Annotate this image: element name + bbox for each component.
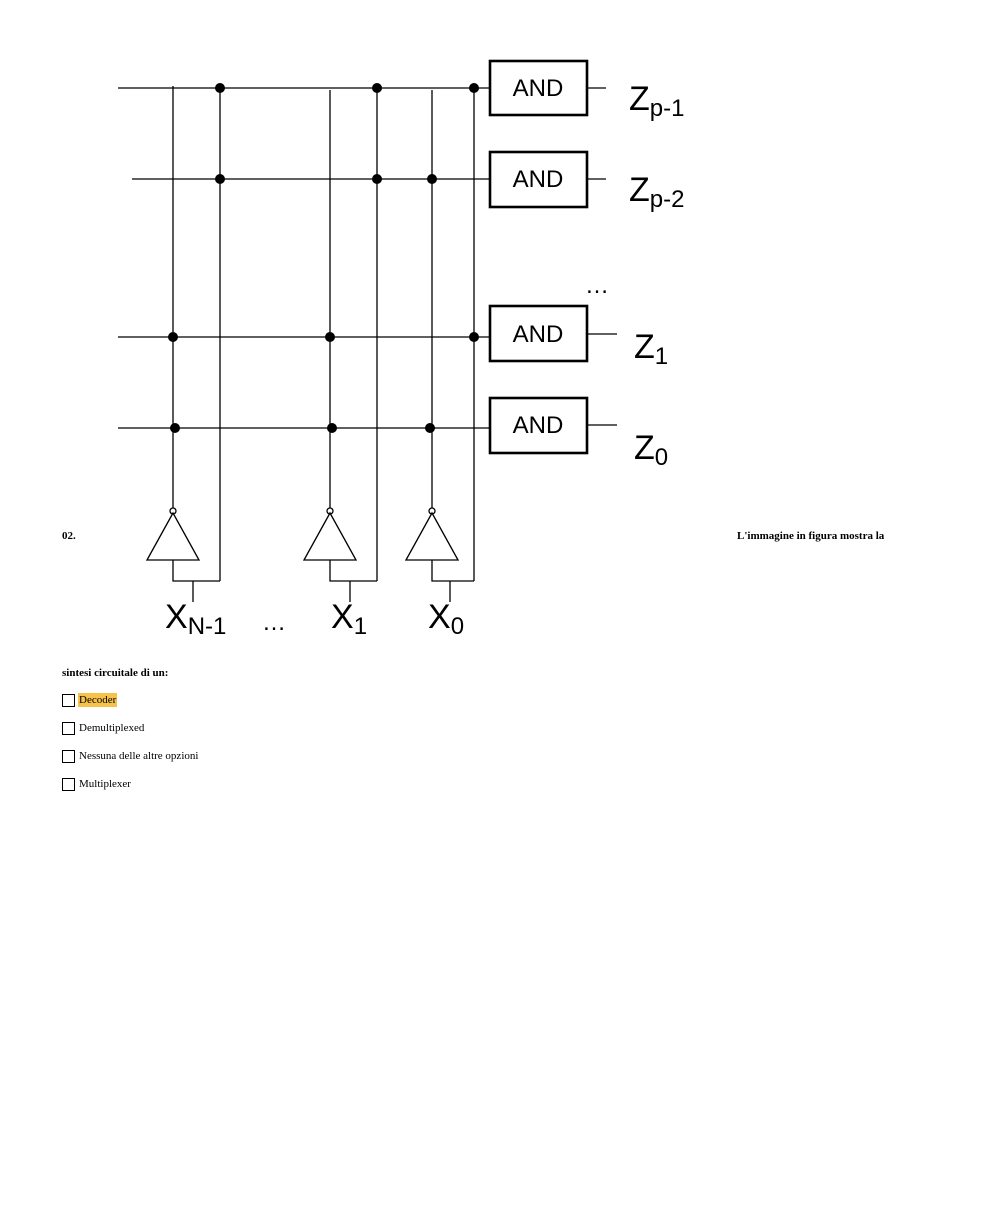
input-wire-x0 (432, 560, 474, 581)
junction-dot (215, 174, 225, 184)
junction-dot (215, 83, 225, 93)
junction-dot (327, 423, 337, 433)
checkbox-multiplexer[interactable] (62, 778, 75, 791)
option-nessuna[interactable] (62, 748, 199, 764)
question-text-start: L'immagine in figura mostra la (737, 530, 885, 542)
input-wire-x1 (330, 560, 377, 581)
output-label-zp1: Zp-1 (629, 80, 685, 122)
and-gate-label: AND (512, 75, 564, 102)
checkbox-decoder[interactable] (62, 694, 75, 707)
and-gate-label: AND (512, 321, 564, 348)
junction-dot (469, 83, 479, 93)
question-text-end: sintesi circuitale di un: (62, 667, 169, 679)
output-label-zp2: Zp-2 (629, 171, 685, 213)
junction-dot (168, 332, 178, 342)
inverter-x1 (304, 513, 356, 560)
output-label-z1: Z1 (634, 328, 669, 370)
input-wire-xn1 (173, 560, 220, 581)
option-label-demultiplexed: Demultiplexed (79, 722, 145, 734)
question-number: 02. (62, 530, 76, 542)
junction-dot (427, 174, 437, 184)
junction-dot (372, 83, 382, 93)
inverter-xn1 (147, 513, 199, 560)
and-gate-label: AND (512, 166, 564, 193)
input-label-x1: X1 (331, 598, 368, 640)
input-label-xn1: XN-1 (165, 598, 227, 640)
junction-dot (425, 423, 435, 433)
option-label-multiplexer: Multiplexer (79, 778, 131, 790)
option-label-decoder: Decoder (79, 694, 117, 706)
junction-dot (325, 332, 335, 342)
option-label-nessuna: Nessuna delle altre opzioni (79, 750, 199, 762)
inputs-ellipsis: … (262, 609, 286, 636)
answer-options (62, 692, 199, 804)
and-gate-label: AND (512, 412, 564, 439)
inverter-x0 (406, 513, 458, 560)
option-multiplexer[interactable] (62, 776, 199, 792)
junction-dot (469, 332, 479, 342)
junction-dot (170, 423, 180, 433)
output-label-z0: Z0 (634, 429, 669, 471)
option-decoder[interactable] (62, 692, 199, 708)
junction-dot (372, 174, 382, 184)
option-demultiplexed[interactable] (62, 720, 199, 736)
checkbox-demultiplexed[interactable] (62, 722, 75, 735)
input-label-x0: X0 (428, 598, 465, 640)
checkbox-nessuna[interactable] (62, 750, 75, 763)
outputs-ellipsis: … (585, 272, 609, 299)
